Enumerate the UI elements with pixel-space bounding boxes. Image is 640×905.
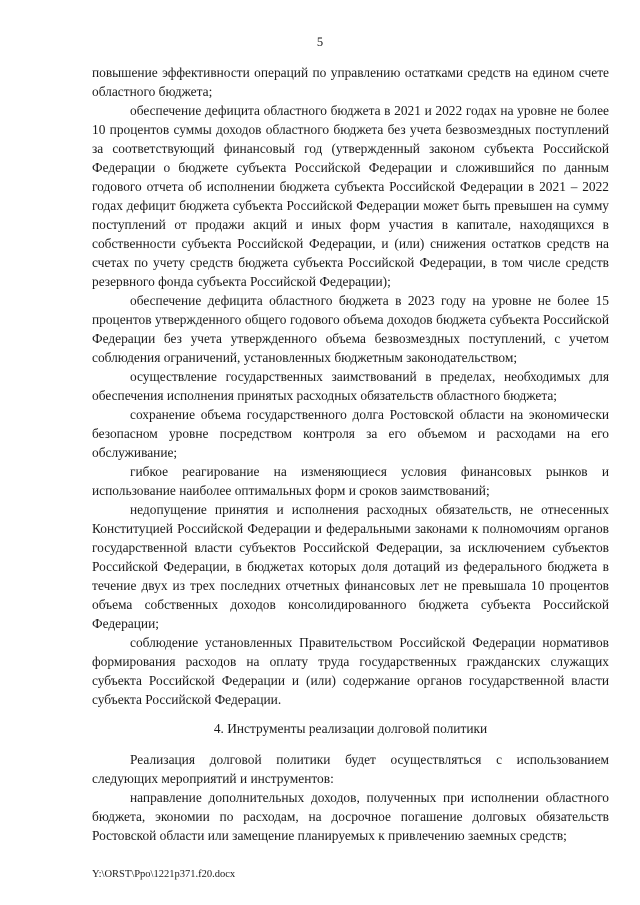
page-number: 5	[316, 35, 324, 49]
paragraph: недопущение принятия и исполнения расходных обязательств, не отнесенных Конституцией Российской Федерации и федеральными законами к полномочиям органов государственной власти субъектов Российской Федерации, за исключением субъектов Российской Федерации, в бюджетах которых доля дотаций из федерального бюджета в течение двух из трех последних отчетных финансовых лет не превышала 10 процентов объема собственных доходов консолидированного бюджета субъекта Российской Федерации;	[92, 502, 609, 631]
paragraph: обеспечение дефицита областного бюджета в 2023 году на уровне не более 15 процентов утвержденного общего годового объема доходов бюджета субъекта Российской Федерации без учета утвержденного объема безвозмездных поступлений, с учетом соблюдения ограничений, установленных бюджетным законодательством;	[92, 293, 609, 365]
paragraph: гибкое реагирование на изменяющиеся условия финансовых рынков и использование наиболее оптимальных форм и сроков заимствований;	[92, 464, 609, 498]
section-heading: 4. Инструменты реализации долговой политики	[213, 721, 488, 736]
document-body	[92, 63, 609, 845]
paragraph-group-before	[92, 63, 609, 709]
footer-file-path: Y:\ORST\Ppo\1221p371.f20.docx	[92, 869, 236, 880]
paragraph-group-after	[92, 750, 609, 845]
paragraph: осуществление государственных заимствований в пределах, необходимых для обеспечения исполнения принятых расходных обязательств областного бюджета;	[92, 369, 609, 403]
paragraph: обеспечение дефицита областного бюджета в 2021 и 2022 годах на уровне не более 10 процентов суммы доходов областного бюджета без учета безвозмездных поступлений за соответствующий финансовый год (утвержденный законом субъекта Российской Федерации о бюджете субъекта Российской Федерации и сложившийся по данным годового отчета об исполнении бюджета субъекта Российской Федерации в 2021 – 2022 годах дефицит бюджета субъекта Российской Федерации может быть превышен на сумму поступлений от продажи акций и иных форм участия в капитале, находящихся в собственности субъекта Российской Федерации, и (или) снижения остатков средств на счетах по учету средств бюджета субъекта Российской Федерации, в том числе средств резервного фонда субъекта Российской Федерации);	[92, 103, 609, 289]
paragraph: соблюдение установленных Правительством Российской Федерации нормативов формирования расходов на оплату труда государственных гражданских служащих субъекта Российской Федерации и (или) содержание органов государственной власти субъекта Российской Федерации.	[92, 635, 609, 707]
paragraph: сохранение объема государственного долга Ростовской области на экономически безопасном уровне посредством контроля за его объемом и расходами на его обслуживание;	[92, 407, 609, 460]
paragraph: повышение эффективности операций по управлению остатками средств на едином счете областного бюджета;	[92, 65, 609, 99]
paragraph: направление дополнительных доходов, полученных при исполнении областного бюджета, экономии по расходам, на досрочное погашение долговых обязательств Ростовской области или замещение планируемых к привлечению заемных средств;	[92, 790, 609, 843]
paragraph: Реализация долговой политики будет осуществляться с использованием следующих мероприятий и инструментов:	[92, 752, 609, 786]
